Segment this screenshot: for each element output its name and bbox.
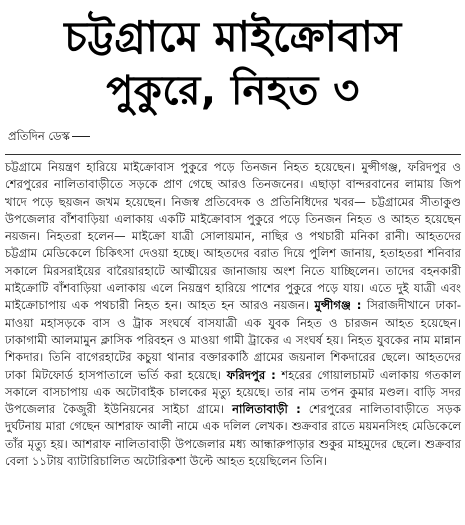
article-body [5,159,461,470]
byline-text: প্রতিদিন ডেস্ক [8,129,70,143]
divider [5,154,461,155]
byline-dash [72,136,90,137]
headline-line-1: চট্টগ্রামে মাইক্রোবাস [64,12,402,61]
dateline-nalitabari: নালিতাবাড়ী : [232,402,301,417]
intro-paragraph: চট্টগ্রামে নিয়ন্ত্রণ হারিয়ে মাইক্রোবাস পুকুরে পড়ে তিনজন নিহত হয়েছেন। মুন্সীগঞ্জ, ফরিদপুর ও শেরপুরের নালিতাবাড়ীতে সড়কে প্রাণ গেছে আরও তিনজনের। এছাড়া বান্দরবানের লামায় জিপ খাদে পড়ে ছয়জন জখম হয়েছেন। নিজস্ব প্রতিবেদক ও প্রতিনিধিদের খবর— চট্টগ্রামের সীতাকুণ্ড উপজেলার বাঁশবাড়িয়া এলাকায় একটি মাইক্রোবাস পুকুরে পড়ে তিনজন নিহত ও আহত হয়েছেন নয়জন। নিহতরা হলেন— মাইক্রো যাত্রী সোলায়মান, নাছির ও পথচারী মনিকা রানী। আহতদের চট্টগ্রাম মেডিকেলে চিকিৎসা দেওয়া হচ্ছে। আহতদের বরাত দিয়ে পুলিশ জানায়, হতাহতরা শনিবার সকালে মিরসরাইয়ের বারৈয়ারহাটে আত্মীয়ের জানাজায় অংশ নিতে যাচ্ছিলেন। তাদের বহনকারী মাইক্রোটি বাঁশবাড়িয়া এলাকায় এলে নিয়ন্ত্রণ হারিয়ে পাশের পুকুরে পড়ে যায়। এতে দুই যাত্রী এবং মাইক্রোচাপায় এক পথচারী নিহত হন। আহত হন আরও নয়জন। [5,160,461,313]
byline [5,128,461,144]
dateline-munshiganj: মুন্সীগঞ্জ : [314,298,362,313]
munshiganj-text: সিরাজদীখানে ঢাকা-মাওয়া মহাসড়কে বাস ও ট্রাক সংঘর্ষে বাসযাত্রী এক যুবক নিহত ও চারজন আহত হয়েছেন। ঢাকাগামী আলমামুন ক্লাসিক পরিবহন ও মাওয়া গামী ট্রাকের এ সংঘর্ষ হয়। নিহত যুবকের নাম মান্নান শিকদার। তিনি বাগেরহাটের কচুয়া থানার বক্তারকাঠি গ্রামের জয়নাল শিকদারের ছেলে। আহতদের ঢাকা মিটফোর্ড হাসপাতালে ভর্তি করা হয়েছে। [5,298,462,382]
faridpur-text: শহরের গোয়ালচামট এলাকায় গতকাল সকালে বাসচাপায় এক অটোবাইক চালকের মৃত্যু হয়েছে। তার নাম তপন কুমার মণ্ডল। বাড়ি সদর উপজেলার কৈজুরী ইউনিয়নের সাইচা গ্রামে। [5,367,461,417]
headline-line-2: পুকুরে, নিহত ৩ [106,68,360,114]
nalitabari-text: শেরপুরের নালিতাবাড়ীতে সড়ক দুর্ঘটনায় মারা গেছেন আশরাফ আলী নামে এক দলিল লেখক। শুক্রবার রাতে ময়মনসিংহ মেডিকেলে তাঁর মৃত্যু হয়। আশরাফ নালিতাবাড়ী উপজেলার মধ্য আন্ধারুপাড়ার শুকুর মাহমুদের ছেলে। শুক্রবার বেলা ১১টায় ব্যাটারিচালিত অটোরিকশা উল্টে আহত হয়েছিলেন তিনি। [5,402,461,469]
news-article [0,12,465,525]
dateline-faridpur: ফরিদপুর : [226,367,276,382]
